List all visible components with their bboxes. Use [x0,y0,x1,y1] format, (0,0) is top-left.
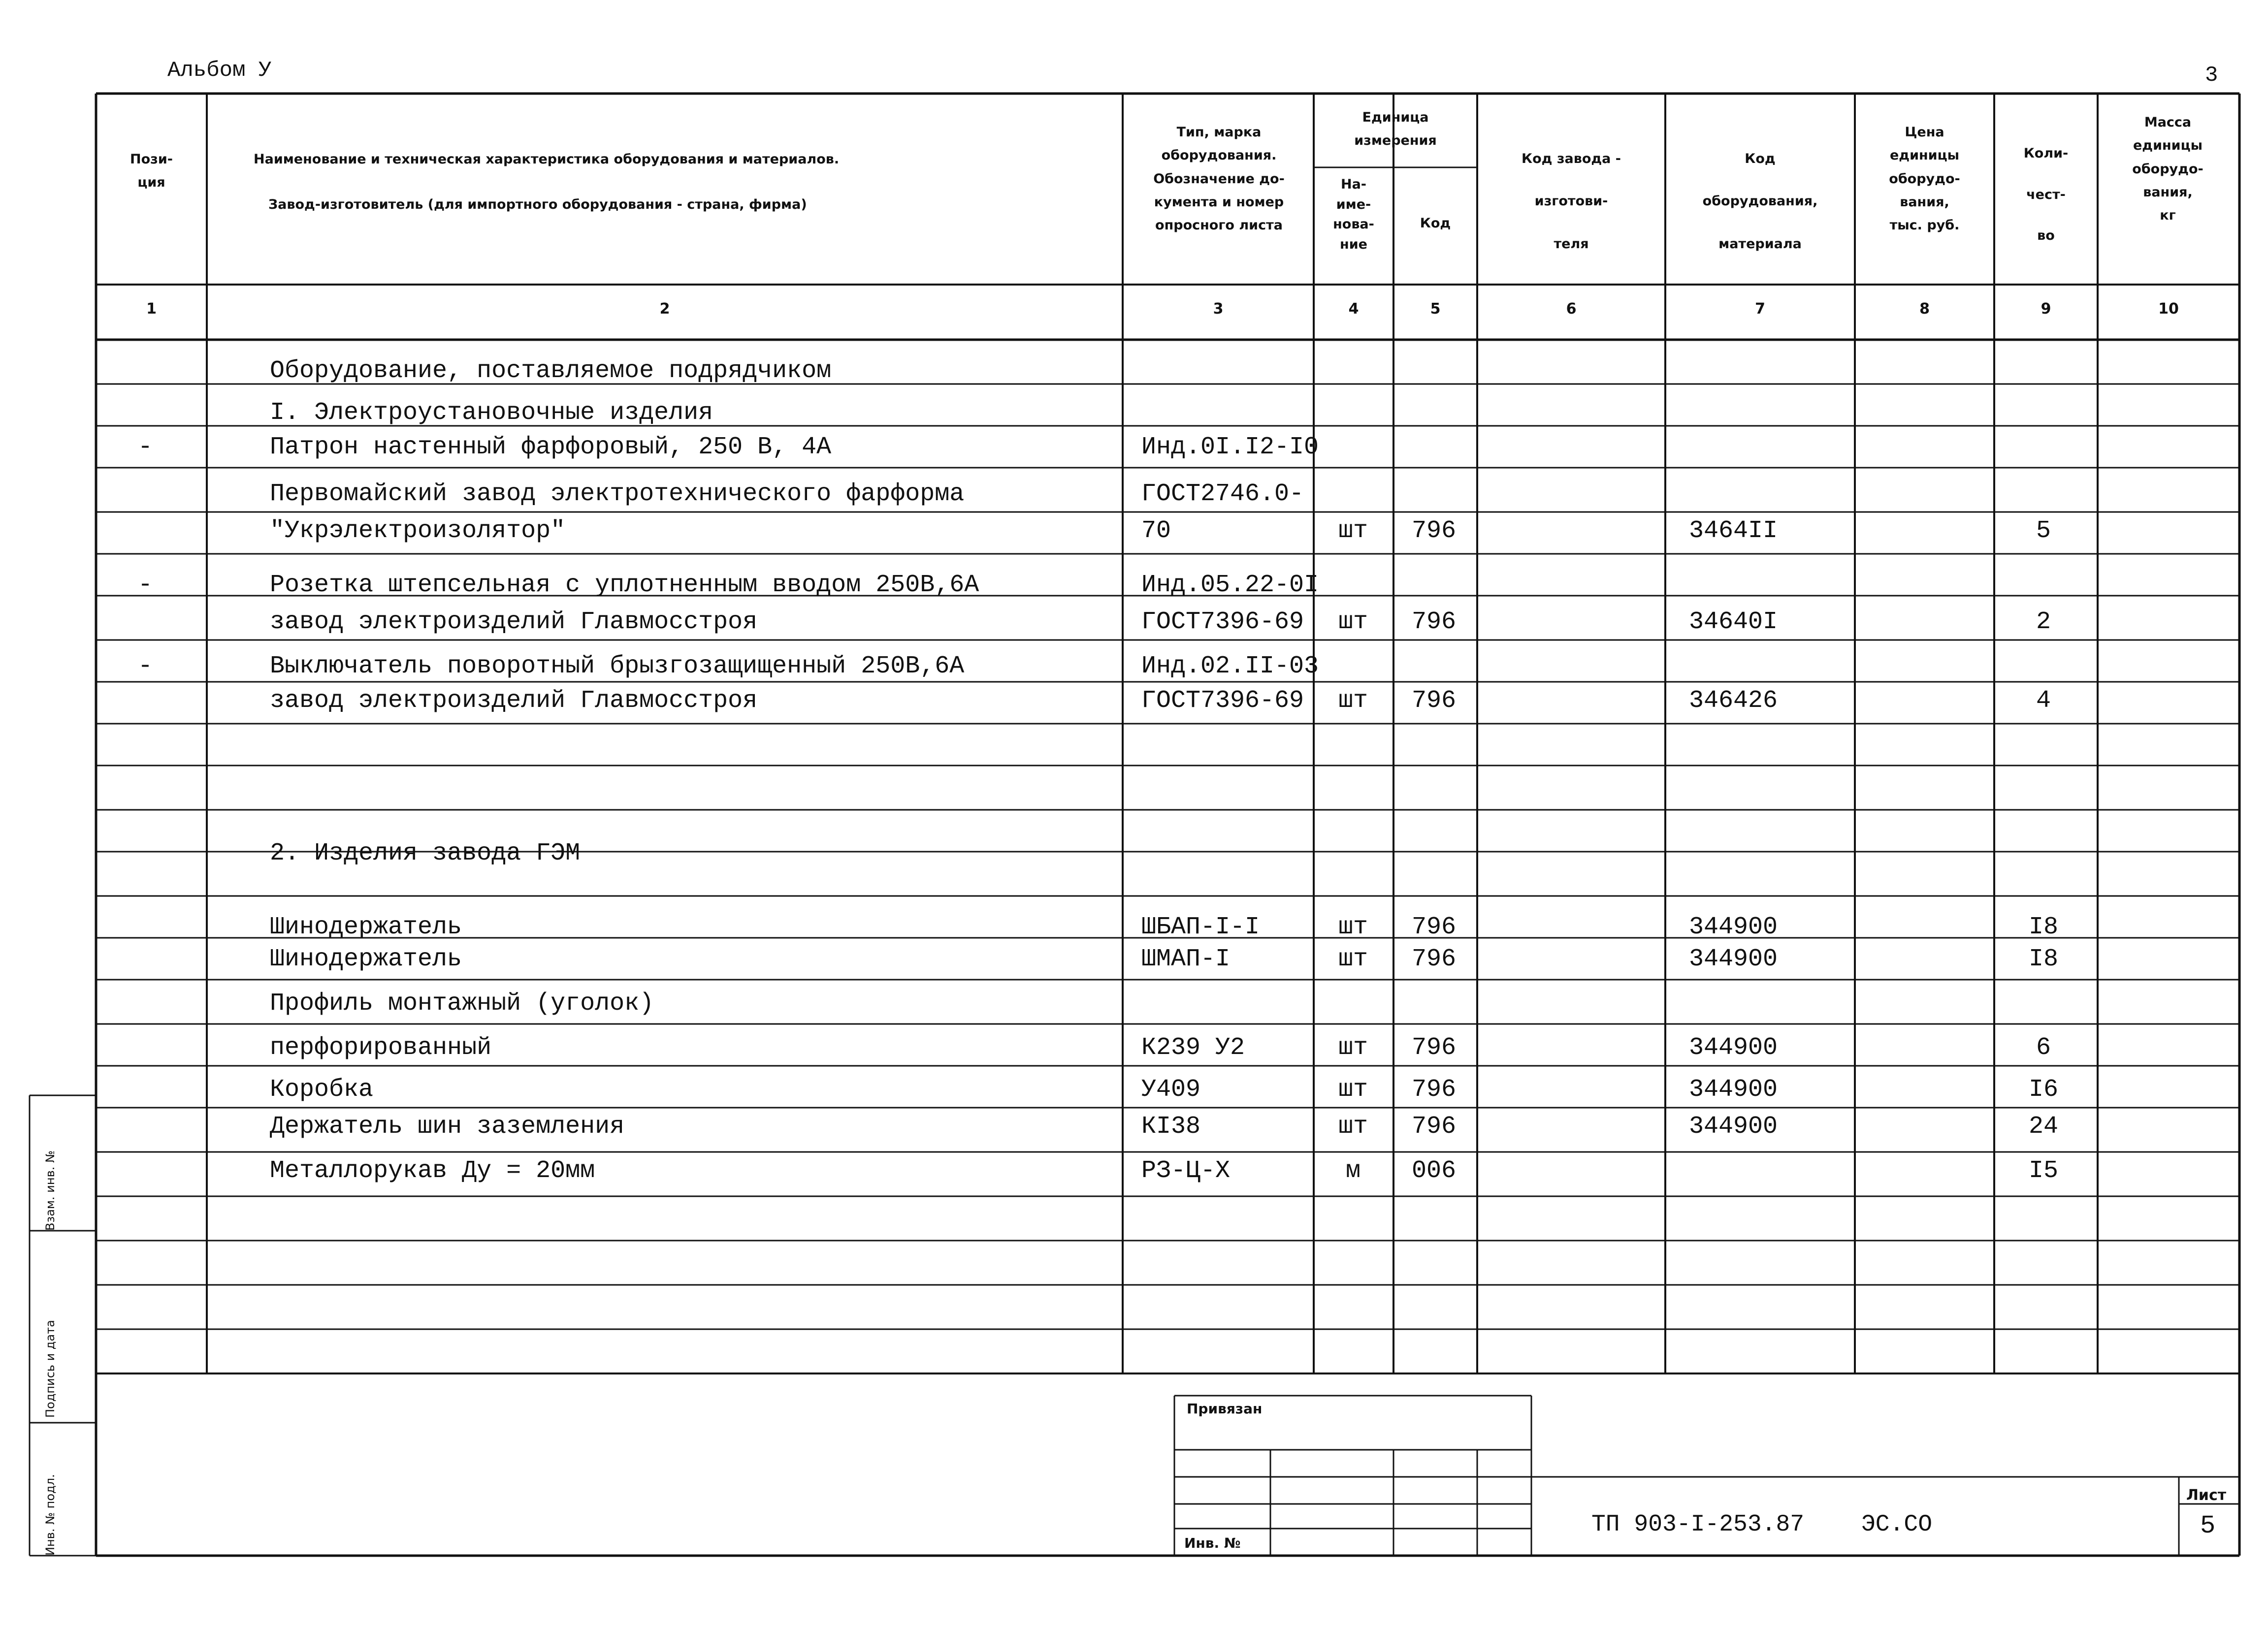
cell-qty: 24 [2028,1113,2058,1141]
cell-qty: I6 [2028,1076,2058,1104]
cell-equip: 344900 [1689,913,1778,941]
cell-name: I. Электроустановочные изделия [270,399,713,427]
cell-qty: 2 [2036,608,2051,636]
header-price: Цена единицы оборудо- вания, тыс. руб. [1889,125,1960,233]
cell-code: 796 [1411,1076,1456,1104]
side-stamp-replaced-inv: Взам. инв. № [43,1150,57,1231]
cell-qty: I8 [2028,913,2058,941]
cell-name: Держатель шин заземления [270,1113,625,1141]
cell-type: ГОСТ2746.0- [1141,480,1304,508]
document-suffix: ЭС.СО [1861,1511,1933,1538]
cell-qty: I5 [2028,1157,2058,1185]
cell-name: Шинодержатель [270,945,462,973]
cell-qty: 6 [2036,1034,2051,1062]
cell-qty: I8 [2028,945,2058,973]
column-number: 4 [1348,300,1359,318]
cell-type: У409 [1141,1076,1201,1104]
cell-name: Оборудование, поставляемое подрядчиком [270,357,832,385]
header-unit-code: Код [1420,216,1451,231]
cell-type: ГОСТ7396-69 [1141,687,1304,715]
cell-type: ШМАП-I [1141,945,1231,973]
stamp-linked-label: Привязан [1187,1401,1263,1417]
cell-name: Выключатель поворотный брызгозащищенный 250В,6А [270,652,965,680]
cell-equip: 34640I [1689,608,1778,636]
stamp-inv-label: Инв. № [1184,1535,1241,1551]
header-unit-name: На- име- нова- ние [1333,177,1374,252]
cell-equip: 344900 [1689,1113,1778,1141]
cell-name: Профиль монтажный (уголок) [270,990,654,1018]
column-number: 7 [1755,300,1765,318]
header-equipment-code: Код оборудования, материала [1702,151,1818,252]
cell-equip: 3464II [1689,517,1778,545]
column-number: 6 [1566,300,1577,318]
column-number: 1 [146,300,157,318]
cell-equip: 344900 [1689,1076,1778,1104]
cell-type: Инд.0I.I2-I0 [1141,433,1319,461]
cell-unit: шт [1338,945,1368,973]
cell-code: 796 [1411,1034,1456,1062]
cell-type: 70 [1141,517,1171,545]
cell-unit: шт [1338,608,1368,636]
album-title: Альбом У [167,58,272,83]
column-number: 3 [1213,300,1224,318]
cell-pos: - [137,433,153,461]
cell-type: Инд.02.II-03 [1141,652,1319,680]
cell-unit: шт [1338,1034,1368,1062]
cell-unit: шт [1338,1113,1368,1141]
cell-code: 796 [1411,913,1456,941]
cell-equip: 346426 [1689,687,1778,715]
side-stamp-inv-original: Инв. № подл. [43,1474,57,1556]
cell-unit: шт [1338,687,1368,715]
column-number: 2 [659,300,670,318]
header-position: Пози- ция [130,152,173,191]
cell-name: Металлорукав Ду = 20мм [270,1157,595,1185]
cell-type: Инд.05.22-0I [1141,571,1319,599]
column-number: 8 [1919,300,1930,318]
cell-name: Коробка [270,1076,374,1104]
cell-code: 796 [1411,517,1456,545]
cell-name: 2. Изделия завода ГЭМ [270,839,581,867]
cell-pos: - [137,571,153,599]
cell-equip: 344900 [1689,1034,1778,1062]
cell-name: Розетка штепсельная с уплотненным вводом 250В,6А [270,571,979,599]
page-corner-mark: 3 [2205,63,2218,88]
cell-code: 796 [1411,608,1456,636]
cell-name: завод электроизделий Главмосстроя [270,608,758,636]
column-number: 5 [1430,300,1441,318]
side-stamp-sign-date: Подпись и дата [43,1320,57,1418]
cell-type: РЗ-Ц-Х [1141,1157,1231,1185]
cell-qty: 5 [2036,517,2051,545]
cell-type: ГОСТ7396-69 [1141,608,1304,636]
header-type: Тип, марка оборудования. Обозначение до- кумента и номер опросного листа [1153,125,1285,233]
cell-unit: шт [1338,517,1368,545]
column-number: 10 [2158,300,2179,318]
cell-code: 796 [1411,687,1456,715]
header-unit-group: Единица измерения [1354,110,1437,149]
cell-qty: 4 [2036,687,2051,715]
cell-name: "Укрэлектроизолятор" [270,517,566,545]
cell-name: Первомайский завод электротехнического фарформа [270,480,965,508]
cell-type: К239 У2 [1141,1034,1245,1062]
cell-type: КI38 [1141,1113,1201,1141]
header-name-line2: Завод-изготовитель (для импортного оборудования - страна, фирма) [268,197,807,212]
header-quantity: Коли- чест- во [2023,146,2069,244]
cell-name: завод электроизделий Главмосстроя [270,687,758,715]
document-code: ТП 903-I-253.87 [1591,1511,1805,1538]
cell-unit: шт [1338,1076,1368,1104]
cell-equip: 344900 [1689,945,1778,973]
column-number: 9 [2041,300,2051,318]
cell-unit: шт [1338,913,1368,941]
cell-name: перфорированный [270,1034,492,1062]
header-name-line1: Наименование и техническая характеристика оборудования и материалов. [254,152,840,167]
sheet-number: 5 [2200,1511,2216,1540]
cell-name: Шинодержатель [270,913,462,941]
cell-unit: м [1345,1157,1361,1185]
cell-code: 796 [1411,1113,1456,1141]
cell-code: 796 [1411,945,1456,973]
cell-name: Патрон настенный фарфоровый, 250 В, 4А [270,433,832,461]
header-mass: Масса единицы оборудо- вания, кг [2132,115,2203,223]
header-maker-code: Код завода - изготови- теля [1522,151,1621,252]
cell-type: ШБАП-I-I [1141,913,1260,941]
cell-code: 006 [1411,1157,1456,1185]
cell-pos: - [137,652,153,680]
sheet-label: Лист [2186,1487,2227,1504]
